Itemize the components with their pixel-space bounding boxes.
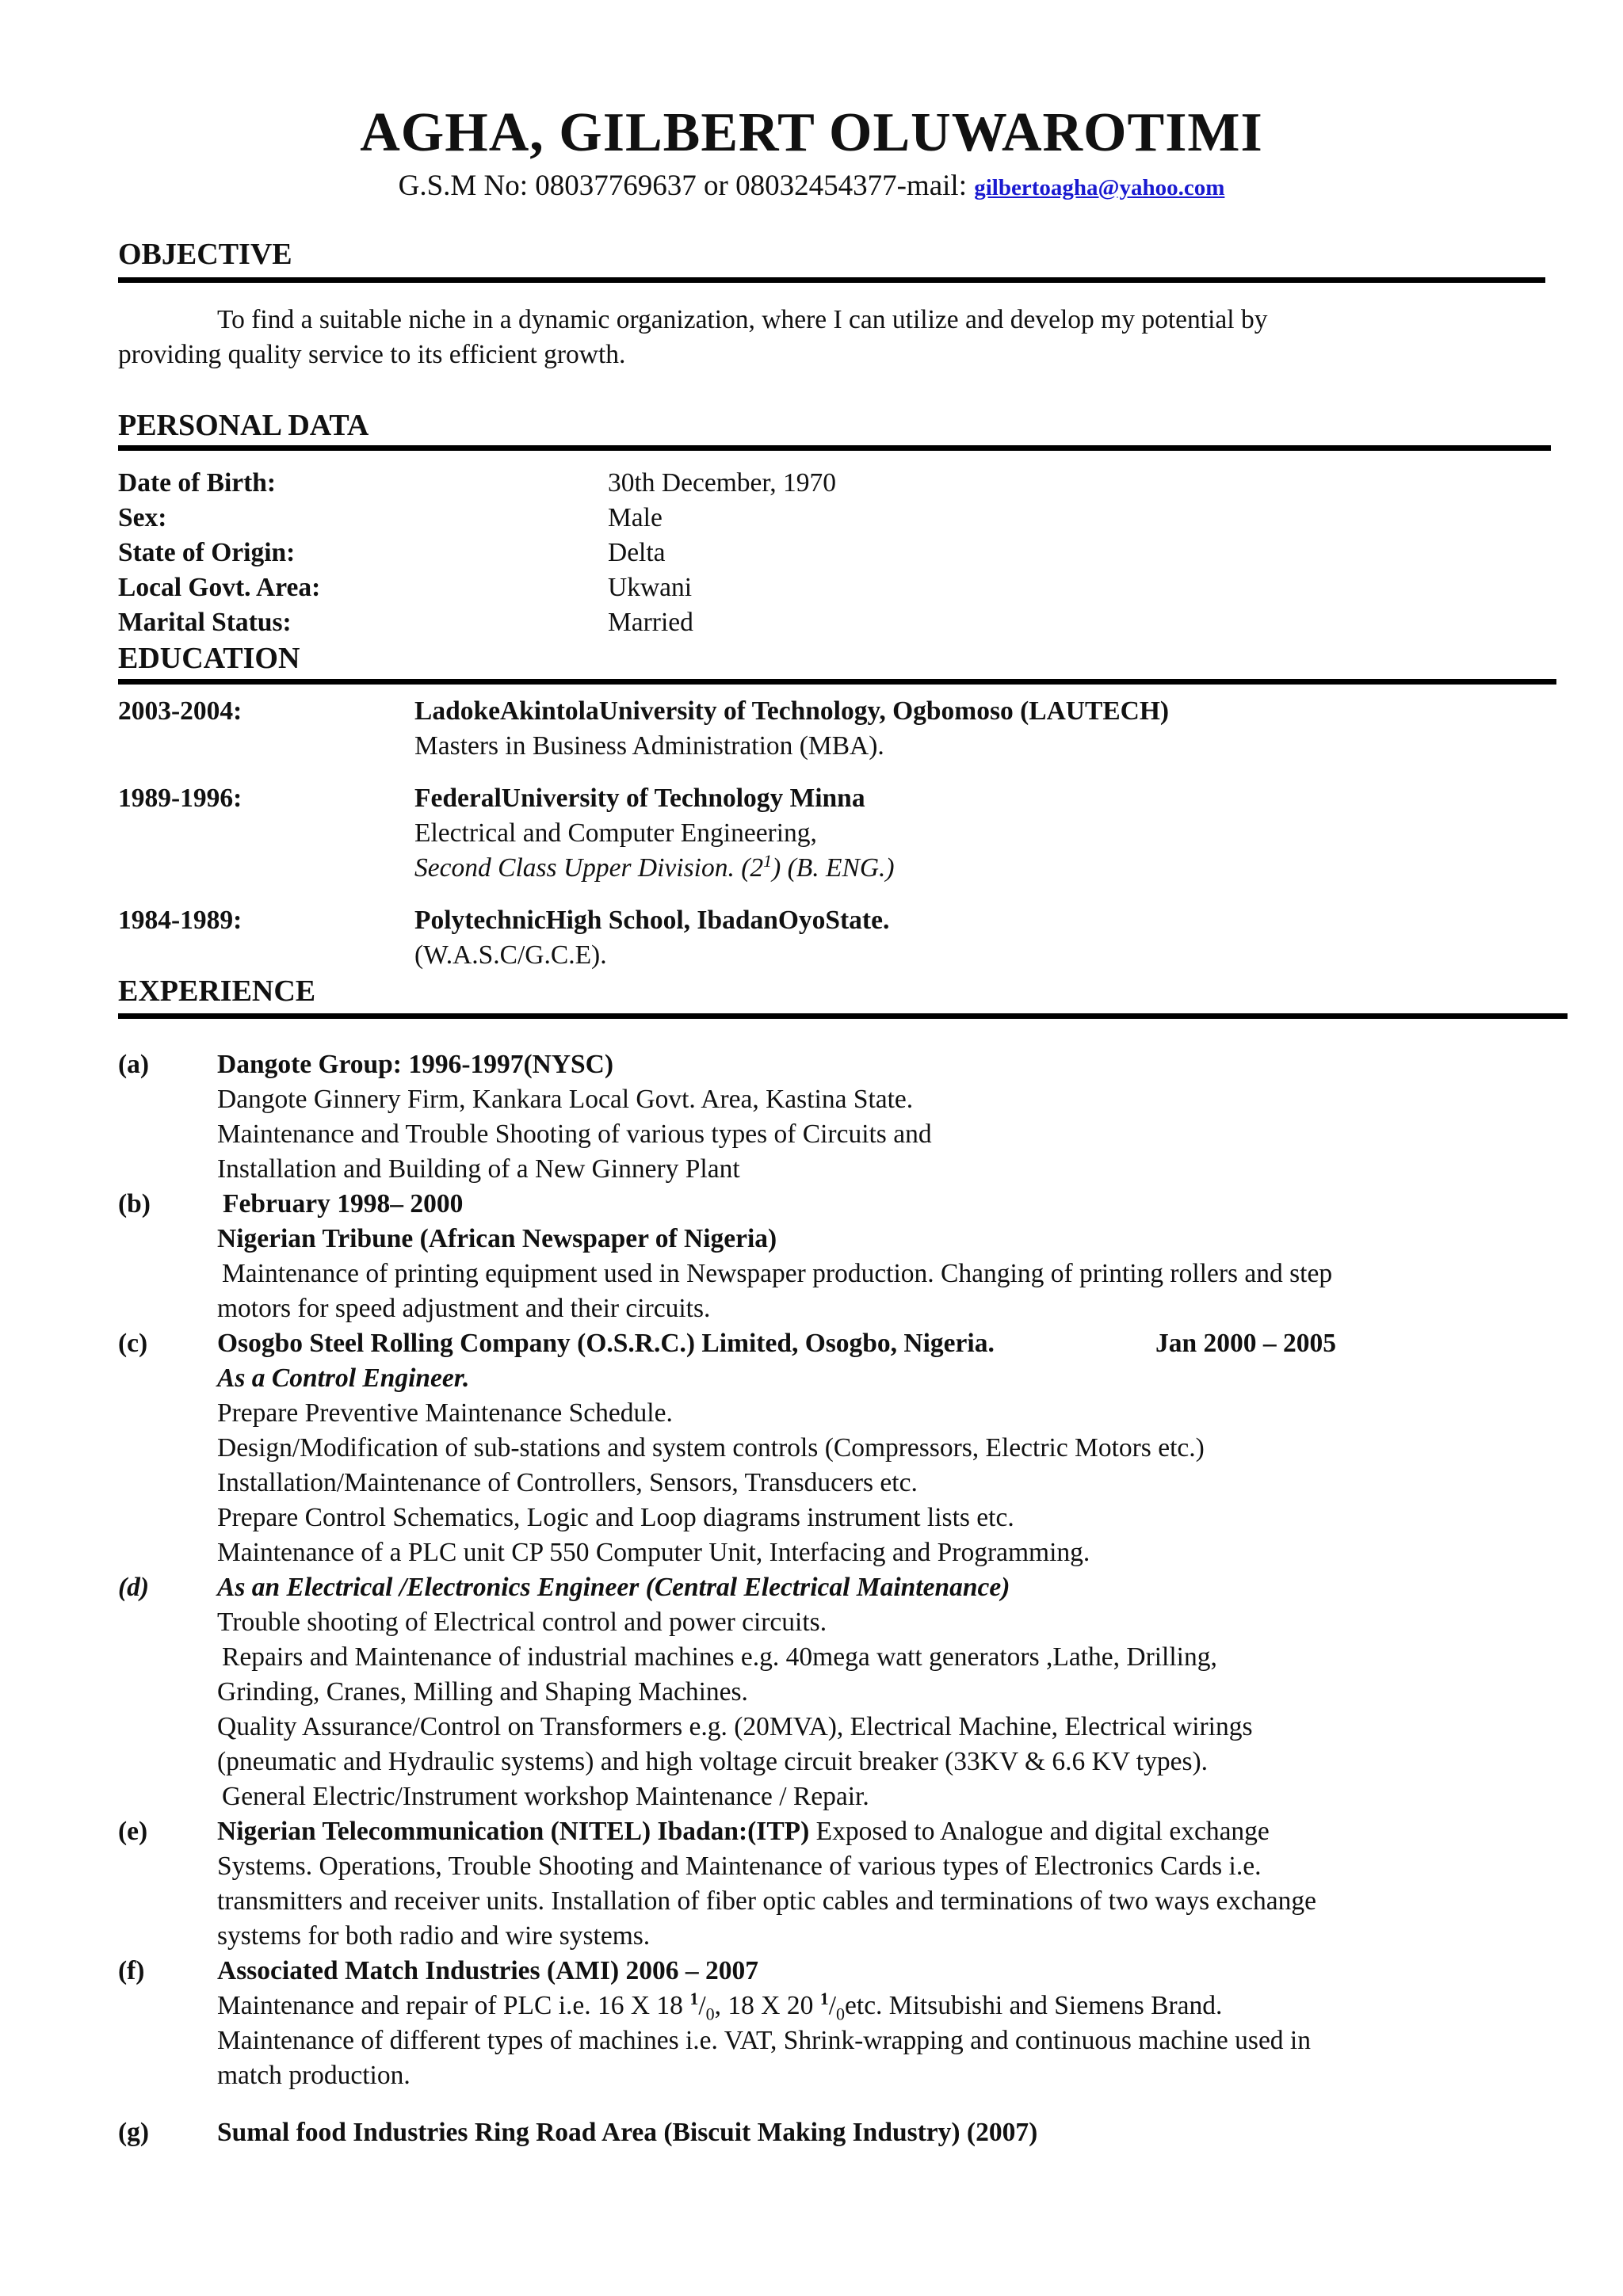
- fraction: $^1/_0$: [689, 1988, 715, 2024]
- personal-data-rule: [118, 445, 1551, 451]
- contact-phones: G.S.M No: 08037769637 or 08032454377-mail:: [398, 170, 975, 202]
- item-tag: (d): [118, 1573, 150, 1602]
- item-tag: (c): [118, 1329, 148, 1358]
- email-link[interactable]: gilbertoagha@yahoo.com: [974, 175, 1225, 200]
- item-date: February 1998– 2000: [223, 1189, 464, 1219]
- item-title: Associated Match Industries (AMI) 2006 – 2007: [217, 1956, 758, 1985]
- item-line: Maintenance of a PLC unit CP 550 Computer Unit, Interfacing and Programming.: [217, 1538, 1090, 1567]
- personal-row: Date of Birth: 30th December, 1970: [118, 468, 836, 498]
- item-line: transmitters and receiver units. Installation of fiber optic cables and terminations of two ways exchange: [217, 1886, 1317, 1916]
- item-line: Design/Modification of sub-stations and system controls (Compressors, Electric Motors etc.): [217, 1433, 1205, 1463]
- education-years: 1989-1996:: [118, 784, 242, 813]
- education-school: LadokeAkintolaUniversity of Technology, Ogbomoso (LAUTECH): [414, 696, 1170, 726]
- item-line: Quality Assurance/Control on Transformers e.g. (20MVA), Electrical Machine, Electrical wirings: [217, 1712, 1253, 1741]
- education-years: 1984-1989:: [118, 906, 242, 935]
- item-title: Dangote Group: 1996-1997(NYSC): [217, 1050, 614, 1079]
- item-line: Dangote Ginnery Firm, Kankara Local Govt. Area, Kastina State.: [217, 1085, 914, 1114]
- personal-data-heading: PERSONAL DATA: [118, 409, 369, 442]
- item-tag: (g): [118, 2118, 150, 2147]
- item-line: Systems. Operations, Trouble Shooting and Maintenance of various types of Electronics Cards i.e.: [217, 1852, 1262, 1881]
- objective-rule: [118, 277, 1545, 283]
- item-line: Maintenance of printing equipment used in Newspaper production. Changing of printing rollers and step: [222, 1259, 1333, 1288]
- item-line: (pneumatic and Hydraulic systems) and high voltage circuit breaker (33KV & 6.6 KV types).: [217, 1747, 1209, 1776]
- education-years: 2003-2004:: [118, 696, 242, 726]
- item-tag: (e): [118, 1817, 148, 1846]
- item-role: As a Control Engineer.: [217, 1363, 470, 1393]
- fraction: $^1/_0$: [819, 1988, 846, 2024]
- item-line: systems for both radio and wire systems.: [217, 1921, 651, 1951]
- objective-heading: OBJECTIVE: [118, 238, 292, 271]
- item-tag: (f): [118, 1956, 145, 1985]
- education-course: Electrical and Computer Engineering,: [414, 818, 817, 848]
- item-line: General Electric/Instrument workshop Maintenance / Repair.: [222, 1782, 869, 1811]
- item-tag: (a): [118, 1050, 150, 1079]
- item-title: Sumal food Industries Ring Road Area (Biscuit Making Industry) (2007): [217, 2118, 1038, 2147]
- education-certificate: (W.A.S.C/G.C.E).: [414, 940, 607, 970]
- experience-heading: EXPERIENCE: [118, 974, 316, 1008]
- education-heading: EDUCATION: [118, 642, 300, 675]
- item-title: Osogbo Steel Rolling Company (O.S.R.C.) Limited, Osogbo, Nigeria.: [217, 1329, 995, 1358]
- item-line: motors for speed adjustment and their circuits.: [217, 1294, 711, 1323]
- item-title: Nigerian Telecommunication (NITEL) Ibadan:(ITP): [217, 1817, 810, 1846]
- education-rule: [118, 679, 1556, 685]
- item-line: Repairs and Maintenance of industrial machines e.g. 40mega watt generators ,Lathe, Drilling,: [222, 1642, 1217, 1672]
- item-title: As an Electrical /Electronics Engineer (Central Electrical Maintenance): [217, 1573, 1010, 1602]
- objective-text: To find a suitable niche in a dynamic organization, where I can utilize and develop my potential by providing quality service to its efficient growth.: [118, 305, 1268, 369]
- item-line: Installation and Building of a New Ginnery Plant: [217, 1154, 740, 1184]
- item-tag: (b): [118, 1189, 151, 1219]
- item-line: Maintenance of different types of machines i.e. VAT, Shrink-wrapping and continuous machine used in: [217, 2026, 1311, 2055]
- item-line: Installation/Maintenance of Controllers, Sensors, Transducers etc.: [217, 1468, 918, 1497]
- experience-rule: [118, 1013, 1568, 1019]
- candidate-name: AGHA, GILBERT OLUWAROTIMI: [360, 102, 1263, 163]
- personal-row: Local Govt. Area: Ukwani: [118, 573, 693, 602]
- contact-line: [0, 167, 1623, 207]
- item-line: Grinding, Cranes, Milling and Shaping Machines.: [217, 1677, 748, 1707]
- personal-row: Sex: Male: [118, 503, 663, 532]
- item-first-line: Nigerian Telecommunication (NITEL) Ibadan:(ITP) Exposed to Analogue and digital exchange: [217, 1817, 1270, 1846]
- item-line: match production.: [217, 2061, 411, 2090]
- item-line: Prepare Control Schematics, Logic and Loop diagrams instrument lists etc.: [217, 1503, 1014, 1532]
- item-date: Jan 2000 – 2005: [1155, 1329, 1337, 1358]
- item-line: Trouble shooting of Electrical control and power circuits.: [217, 1608, 827, 1637]
- education-class: Second Class Upper Division. $(2^1)$ (B. ENG.): [414, 850, 895, 883]
- education-school: FederalUniversity of Technology Minna: [414, 784, 865, 813]
- personal-row: Marital Status: Married: [118, 608, 693, 637]
- education-degree: Masters in Business Administration (MBA).: [414, 731, 884, 761]
- item-title: Nigerian Tribune (African Newspaper of Nigeria): [217, 1224, 777, 1253]
- personal-data-table: [118, 466, 836, 640]
- item-first-line: Maintenance and repair of PLC i.e. 16 X 18 $^1/_0$, 18 X 20 $^1/_0etc$. Mitsubishi and Siemens Brand.: [217, 1988, 1223, 2024]
- education-school: PolytechnicHigh School, IbadanOyoState.: [414, 906, 890, 935]
- personal-row: State of Origin: Delta: [118, 538, 666, 567]
- item-line: Prepare Preventive Maintenance Schedule.: [217, 1398, 673, 1428]
- item-line: Maintenance and Trouble Shooting of various types of Circuits and: [217, 1119, 932, 1149]
